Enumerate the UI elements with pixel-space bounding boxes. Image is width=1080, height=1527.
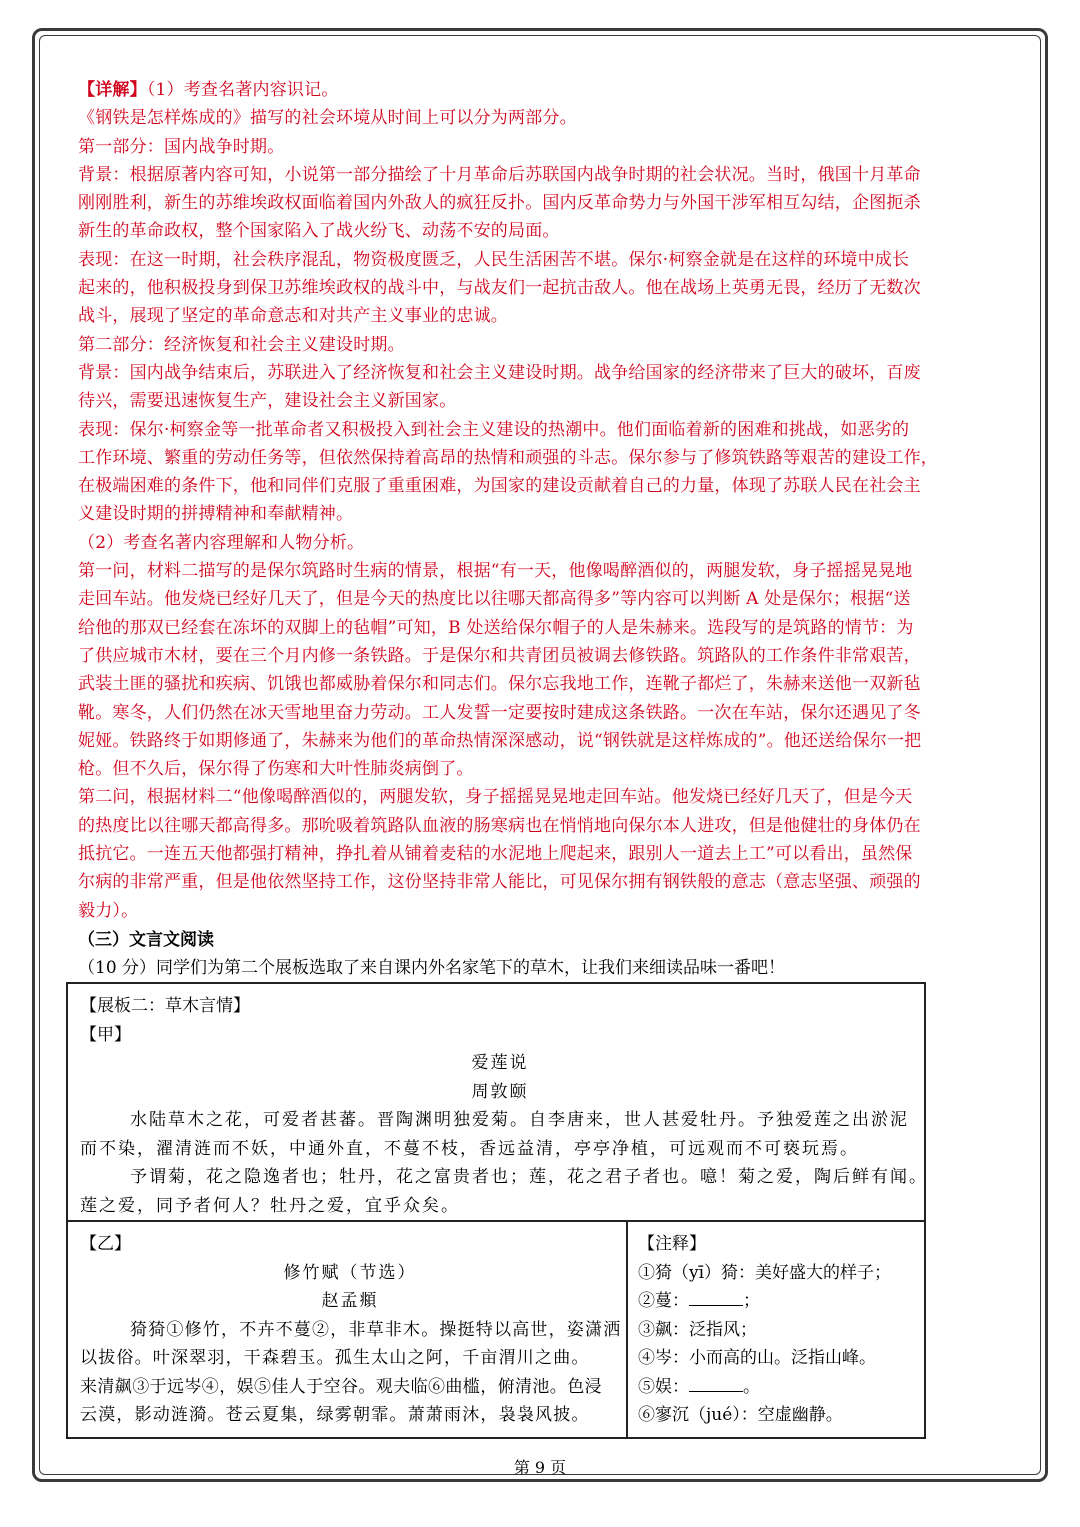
explanation-text: 第一问，材料二描写的是保尔筑路时生病的情景，根据“有一天，他像喝醉酒似的，两腿发软，身子摇摇晃晃地 xyxy=(78,561,913,582)
note-item: ③飙：泛指风； xyxy=(638,1319,757,1340)
yi-line: 来清飙③于远岑④，娱⑤佳人于空谷。观夫临⑥曲槛，俯清池。色浸 xyxy=(80,1376,602,1397)
explanation-line xyxy=(78,472,1004,500)
explanation-text: 工作环境、繁重的劳动任务等，但依然保持着高昂的热情和顽强的斗志。保尔参与了修筑铁路等艰苦的建设工作， xyxy=(78,447,938,468)
explanation-line xyxy=(78,585,1004,613)
note-item: ⑥寥沉（jué）：空虚幽静。 xyxy=(638,1405,843,1425)
explanation-line xyxy=(78,274,1004,302)
question-header xyxy=(78,926,1004,983)
explanation-line xyxy=(78,529,1004,557)
explanation-line xyxy=(78,642,1004,670)
explanation-text: 背景：根据原著内容可知，小说第一部分描绘了十月革命后苏联国内战争时期的社会状况。当时，俄国十月革命 xyxy=(78,164,921,185)
explanation-text: 第一部分：国内战争时期。 xyxy=(78,136,285,157)
explanation-text: 给他的那双已经套在冻坏的双脚上的毡帽”可知，B 处送给保尔帽子的人是朱赫来。选段写的是筑路的情节：为 xyxy=(78,617,914,638)
explanation-line xyxy=(78,897,1004,925)
explanation-line xyxy=(78,840,1004,868)
yi-line: 猗猗①修竹，不卉不蔓②，非草非木。操挺特以高世，姿潇洒 xyxy=(130,1319,622,1340)
panel-notes xyxy=(626,1222,926,1439)
jia-title: 爱莲说 xyxy=(471,1053,529,1073)
explanation-text: 在极端困难的条件下，他和同伴们克服了重重困难，为国家的建设贡献着自己的力量，体现了苏联人民在社会主 xyxy=(78,476,921,497)
explanation-text: 走回车站。他发烧已经好几天了，但是今天的热度比以往哪天都高得多”等内容可以判断 A 处是保尔；根据“送 xyxy=(78,589,911,610)
panel-yi xyxy=(66,1222,628,1439)
explanation-line xyxy=(78,699,1004,727)
note-item: ②蔓： ； xyxy=(638,1291,760,1311)
explanation-line xyxy=(78,76,1004,104)
explanation-line xyxy=(78,614,1004,642)
explanation-text: 的热度比以往哪天都高得多。那吮吸着筑路队血液的肠寒病也在悄悄地向保尔本人进攻，但是他健壮的身体仍在 xyxy=(78,815,921,836)
jia-line: 而不染，濯清涟而不妖，中通外直，不蔓不枝，香远益清，亭亭净植，可远观而不可亵玩焉。 xyxy=(80,1138,859,1159)
explanation-line xyxy=(78,670,1004,698)
explanation-text: 起来的，他积极投身到保卫苏维埃政权的战斗中，与战友们一起抗击敌人。他在战场上英勇无畏，经历了无数次 xyxy=(78,278,921,299)
explanation-text: （2）考查名著内容理解和人物分析。 xyxy=(78,532,365,553)
jia-line: 水陆草木之花，可爱者甚蕃。晋陶渊明独爱菊。自李唐来，世人甚爱牡丹。予独爱莲之出淤泥 xyxy=(130,1110,909,1130)
jia-label: 【甲】 xyxy=(80,1024,131,1045)
explanation-line xyxy=(78,189,1004,217)
explanation-line xyxy=(78,416,1004,444)
explanation-line xyxy=(78,387,1004,415)
explanation-line xyxy=(78,812,1004,840)
page-number: 第 9 页 xyxy=(513,1458,567,1477)
explanation-text: 刚刚胜利，新生的苏维埃政权面临着国内外敌人的疯狂反扑。国内反革命势力与外国干涉军相互勾结，企图扼杀 xyxy=(78,193,921,214)
explanation-text: 毅力）。 xyxy=(78,900,139,921)
jia-line: 莲之爱，同予者何人？牡丹之爱，宜乎众矣。 xyxy=(80,1195,460,1216)
explanation-text: 表现：保尔·柯察金等一批革命者又积极投入到社会主义建设的热潮中。他们面临着新的困难和挑战，如恶劣的 xyxy=(78,419,910,440)
answer-blank[interactable] xyxy=(689,1289,743,1306)
explanation-line xyxy=(78,755,1004,783)
explanation-text: 表现：在这一时期，社会秩序混乱，物资极度匮乏，人民生活困苦不堪。保尔·柯察金就是在这样的环境中成长 xyxy=(78,249,910,270)
explanation-text: 《钢铁是怎样炼成的》描写的社会环境从时间上可以分为两部分。 xyxy=(78,108,577,129)
board-title: 【展板二：草木言情】 xyxy=(80,996,250,1016)
explanation-text: 靴。寒冬，人们仍然在冰天雪地里奋力劳动。工人发誓一定要按时建成这条铁路。一次在车站，保尔还遇见了冬 xyxy=(78,702,921,723)
question-intro: （10 分）同学们为第二个展板选取了来自课内外名家笔下的草木，让我们来细读品味一番吧！ xyxy=(78,958,786,979)
explanation-line xyxy=(78,104,1004,132)
explanation-text: 抵抗它。一连五天他都强打精神，挣扎着从铺着麦秸的水泥地上爬起来，跟别人一道去上工”可以看出，虽然保 xyxy=(78,844,913,865)
yi-author: 赵孟頫 xyxy=(321,1291,379,1311)
explanation-text: 待兴，需要迅速恢复生产，建设社会主义新国家。 xyxy=(78,391,457,412)
explanation-text: （1）考查名著内容识记。 xyxy=(146,80,339,100)
explanation-text: 第二问，根据材料二“他像喝醉酒似的，两腿发软，身子摇摇晃晃地走回车站。他发烧已经好几天了，但是今天 xyxy=(78,787,913,808)
explanation-line xyxy=(78,868,1004,896)
explanation-line xyxy=(78,302,1004,330)
explanation-text: 战斗，展现了坚定的革命意志和对共产主义事业的忠诚。 xyxy=(78,306,508,327)
yi-title: 修竹赋（节选） xyxy=(283,1262,417,1283)
explanation-line xyxy=(78,500,1004,528)
yi-label: 【乙】 xyxy=(80,1234,131,1254)
notes-label: 【注释】 xyxy=(638,1234,706,1254)
explanation-text: 尔病的非常严重，但是他依然坚持工作，这份坚持非常人能比，可见保尔拥有钢铁般的意志（意志坚强、顽强的 xyxy=(78,872,921,893)
explanation-line xyxy=(78,133,1004,161)
explanation-block xyxy=(78,76,1004,925)
explanation-text: 枪。但不久后，保尔得了伤寒和大叶性肺炎病倒了。 xyxy=(78,759,474,780)
explanation-text: 【详解】 xyxy=(78,80,147,100)
explanation-text: 背景：国内战争结束后，苏联进入了经济恢复和社会主义建设时期。战争给国家的经济带来了巨大的破坏，百废 xyxy=(78,362,921,383)
explanation-line xyxy=(78,161,1004,189)
explanation-line xyxy=(78,783,1004,811)
section-title: （三）文言文阅读 xyxy=(78,930,214,950)
explanation-line xyxy=(78,217,1004,245)
explanation-text: 了供应城市木材，要在三个月内修一条铁路。于是保尔和共青团员被调去修铁路。筑路队的工作条件非常艰苦， xyxy=(78,645,921,666)
jia-line: 予谓菊，花之隐逸者也；牡丹，花之富贵者也；莲，花之君子者也。噫！菊之爱，陶后鲜有闻。 xyxy=(130,1167,928,1187)
explanation-line xyxy=(78,331,1004,359)
explanation-line xyxy=(78,444,1004,472)
explanation-text: 妮娅。铁路终于如期修通了，朱赫来为他们的革命热情深深感动，说“钢铁就是这样炼成的”。他还送给保尔一把 xyxy=(78,730,922,751)
yi-line: 云漠，影动涟漪。苍云夏集，绿雾朝霏。萧萧雨沐，袅袅风披。 xyxy=(80,1405,590,1425)
explanation-text: 第二部分：经济恢复和社会主义建设时期。 xyxy=(78,334,405,355)
explanation-line xyxy=(78,557,1004,585)
explanation-line xyxy=(78,359,1004,387)
panel-jia xyxy=(66,982,926,1222)
explanation-text: 武装土匪的骚扰和疾病、饥饿也都威胁着保尔和同志们。保尔忘我地工作，连靴子都烂了，朱赫来送他一双新毡 xyxy=(78,674,921,695)
note-item: ④岑：小而高的山。泛指山峰。 xyxy=(638,1348,876,1368)
explanation-text: 新生的革命政权，整个国家陷入了战火纷飞、动荡不安的局面。 xyxy=(78,221,560,242)
jia-author: 周敦颐 xyxy=(471,1081,529,1102)
yi-line: 以拔俗。叶深翠羽，干森碧玉。孤生太山之阿，千亩渭川之曲。 xyxy=(80,1348,590,1368)
note-item: ⑤娱： 。 xyxy=(638,1376,760,1397)
answer-blank[interactable] xyxy=(689,1375,743,1392)
explanation-text: 义建设时期的拼搏精神和奉献精神。 xyxy=(78,504,354,525)
explanation-line xyxy=(78,246,1004,274)
note-item: ①猗（yī）猗：美好盛大的样子； xyxy=(638,1262,892,1283)
explanation-line xyxy=(78,727,1004,755)
